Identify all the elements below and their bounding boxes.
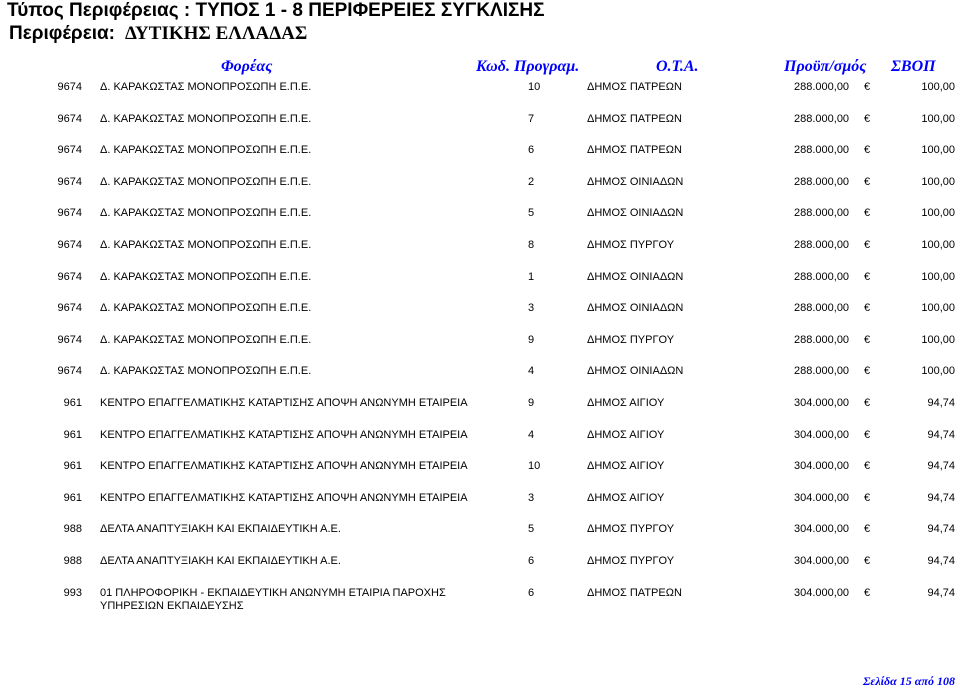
row-budget: 288.000,00 [794, 175, 850, 188]
row-foreas-name: ΚΕΝΤΡΟ ΕΠΑΓΓΕΛΜΑΤΙΚΗΣ ΚΑΤΑΡΤΙΣΗΣ ΑΠΟΨΗ ΑΝΩΝΥΜΗ ΕΤΑΙΡΕΙΑ [100, 428, 468, 441]
row-svop: 100,00 [921, 239, 955, 251]
row-code: 993 [63, 586, 82, 599]
row-budget: 304.000,00 [794, 586, 850, 599]
row-program-code: 8 [528, 239, 535, 251]
table-row [0, 239, 960, 269]
row-budget: 304.000,00 [794, 491, 850, 504]
row-budget: 288.000,00 [794, 365, 850, 378]
row-svop: 100,00 [921, 112, 955, 125]
row-ota: ΔΗΜΟΣ ΑΙΓΙΟΥ [587, 428, 665, 441]
row-svop: 100,00 [921, 365, 955, 378]
row-budget: 288.000,00 [794, 270, 850, 283]
row-program-code: 6 [528, 586, 535, 599]
euro-icon: € [864, 523, 871, 536]
table-row [0, 207, 960, 237]
row-svop: 94,74 [927, 555, 955, 567]
euro-icon: € [864, 81, 871, 93]
row-svop: 100,00 [921, 81, 955, 93]
row-program-code: 6 [528, 555, 535, 567]
row-svop: 100,00 [921, 270, 955, 283]
row-program-code: 9 [528, 397, 535, 409]
euro-icon: € [864, 270, 871, 283]
row-budget: 304.000,00 [794, 397, 850, 409]
row-svop: 94,74 [927, 491, 955, 504]
row-code: 961 [63, 397, 82, 409]
row-ota: ΔΗΜΟΣ ΠΑΤΡΕΩΝ [587, 586, 682, 599]
euro-icon: € [864, 491, 871, 504]
row-ota: ΔΗΜΟΣ ΠΑΤΡΕΩΝ [587, 112, 682, 125]
row-budget: 288.000,00 [794, 239, 850, 251]
row-program-code: 3 [528, 491, 535, 504]
row-budget: 288.000,00 [794, 112, 850, 125]
row-code: 9674 [57, 144, 82, 157]
row-budget: 288.000,00 [794, 333, 850, 346]
row-code: 9674 [57, 112, 82, 125]
header-svop: ΣΒΟΠ [891, 58, 936, 75]
row-budget: 288.000,00 [794, 81, 850, 93]
row-foreas-name: Δ. ΚΑΡΑΚΩΣΤΑΣ ΜΟΝΟΠΡΟΣΩΠΗ Ε.Π.Ε. [100, 144, 312, 157]
row-program-code: 3 [528, 302, 535, 315]
row-ota: ΔΗΜΟΣ ΠΥΡΓΟΥ [587, 333, 675, 346]
row-program-code: 5 [528, 207, 535, 220]
row-ota: ΔΗΜΟΣ ΠΥΡΓΟΥ [587, 555, 675, 567]
row-program-code: 1 [528, 270, 535, 283]
row-svop: 100,00 [921, 207, 955, 220]
euro-icon: € [864, 239, 871, 251]
table-row [0, 397, 960, 427]
row-foreas-name: 01 ΠΛΗΡΟΦΟΡΙΚΗ - ΕΚΠΑΙΔΕΥΤΙΚΗ ΑΝΩΝΥΜΗ ΕΤΑΙΡΙΑ ΠΑΡΟΧΗΣ ΥΠΗΡΕΣΙΩΝ ΕΚΠΑΙΔΕΥΣΗΣ [100, 586, 446, 612]
row-ota: ΔΗΜΟΣ ΑΙΓΙΟΥ [587, 460, 665, 473]
row-foreas-name: ΔΕΛΤΑ ΑΝΑΠΤΥΞΙΑΚΗ ΚΑΙ ΕΚΠΑΙΔΕΥΤΙΚΗ Α.Ε. [100, 555, 341, 567]
row-budget: 304.000,00 [794, 428, 850, 441]
region-value: ΔΥΤΙΚΗΣ ΕΛΛΑΔΑΣ [125, 23, 308, 44]
row-code: 988 [63, 523, 82, 536]
row-foreas-name: Δ. ΚΑΡΑΚΩΣΤΑΣ ΜΟΝΟΠΡΟΣΩΠΗ Ε.Π.Ε. [100, 112, 312, 125]
row-code: 9674 [57, 239, 82, 251]
row-foreas-name: Δ. ΚΑΡΑΚΩΣΤΑΣ ΜΟΝΟΠΡΟΣΩΠΗ Ε.Π.Ε. [100, 175, 312, 188]
row-ota: ΔΗΜΟΣ ΠΥΡΓΟΥ [587, 523, 675, 536]
row-code: 9674 [57, 207, 82, 220]
table-row [0, 492, 960, 522]
euro-icon: € [864, 460, 871, 473]
table-row [0, 365, 960, 395]
euro-icon: € [864, 302, 871, 315]
row-code: 9674 [57, 81, 82, 93]
row-program-code: 10 [528, 460, 541, 473]
row-foreas-name: ΚΕΝΤΡΟ ΕΠΑΓΓΕΛΜΑΤΙΚΗΣ ΚΑΤΑΡΤΙΣΗΣ ΑΠΟΨΗ ΑΝΩΝΥΜΗ ΕΤΑΙΡΕΙΑ [100, 397, 468, 409]
row-ota: ΔΗΜΟΣ ΟΙΝΙΑΔΩΝ [587, 207, 684, 220]
euro-icon: € [864, 175, 871, 188]
row-program-code: 4 [528, 428, 535, 441]
table-row [0, 271, 960, 301]
table-row [0, 460, 960, 490]
row-code: 9674 [57, 333, 82, 346]
row-svop: 94,74 [927, 397, 955, 409]
row-program-code: 5 [528, 523, 535, 536]
table-row [0, 176, 960, 206]
row-ota: ΔΗΜΟΣ ΟΙΝΙΑΔΩΝ [587, 302, 684, 315]
row-ota: ΔΗΜΟΣ ΟΙΝΙΑΔΩΝ [587, 365, 684, 378]
row-program-code: 6 [528, 144, 535, 157]
euro-icon: € [864, 397, 871, 409]
row-svop: 94,74 [927, 428, 955, 441]
row-budget: 304.000,00 [794, 555, 850, 567]
row-code: 9674 [57, 365, 82, 378]
row-svop: 94,74 [927, 523, 955, 536]
row-ota: ΔΗΜΟΣ ΟΙΝΙΑΔΩΝ [587, 175, 684, 188]
euro-icon: € [864, 144, 871, 157]
header-ota: Ο.Τ.Α. [656, 58, 699, 75]
row-svop: 100,00 [921, 144, 955, 157]
row-budget: 288.000,00 [794, 302, 850, 315]
euro-icon: € [864, 112, 871, 125]
row-ota: ΔΗΜΟΣ ΠΑΤΡΕΩΝ [587, 81, 682, 93]
table-row [0, 429, 960, 459]
row-budget: 288.000,00 [794, 144, 850, 157]
row-foreas-name: ΚΕΝΤΡΟ ΕΠΑΓΓΕΛΜΑΤΙΚΗΣ ΚΑΤΑΡΤΙΣΗΣ ΑΠΟΨΗ ΑΝΩΝΥΜΗ ΕΤΑΙΡΕΙΑ [100, 491, 468, 504]
row-program-code: 9 [528, 333, 535, 346]
row-program-code: 2 [528, 175, 535, 188]
row-ota: ΔΗΜΟΣ ΠΑΤΡΕΩΝ [587, 144, 682, 157]
row-foreas-name: Δ. ΚΑΡΑΚΩΣΤΑΣ ΜΟΝΟΠΡΟΣΩΠΗ Ε.Π.Ε. [100, 81, 312, 93]
row-ota: ΔΗΜΟΣ ΟΙΝΙΑΔΩΝ [587, 270, 684, 283]
row-foreas-name: Δ. ΚΑΡΑΚΩΣΤΑΣ ΜΟΝΟΠΡΟΣΩΠΗ Ε.Π.Ε. [100, 302, 312, 315]
row-code: 9674 [57, 175, 82, 188]
row-svop: 100,00 [921, 333, 955, 346]
table-row [0, 81, 960, 111]
row-svop: 100,00 [921, 175, 955, 188]
row-code: 9674 [57, 270, 82, 283]
header-foreas: Φορέας [221, 58, 273, 75]
region-label: Περιφέρεια: [9, 23, 115, 44]
row-code: 988 [63, 555, 82, 567]
row-code: 961 [63, 491, 82, 504]
euro-icon: € [864, 555, 871, 567]
row-foreas-name: Δ. ΚΑΡΑΚΩΣΤΑΣ ΜΟΝΟΠΡΟΣΩΠΗ Ε.Π.Ε. [100, 365, 312, 378]
row-program-code: 10 [528, 81, 541, 93]
header-budget: Προϋπ/σμός [784, 58, 867, 75]
row-code: 9674 [57, 302, 82, 315]
row-foreas-name: Δ. ΚΑΡΑΚΩΣΤΑΣ ΜΟΝΟΠΡΟΣΩΠΗ Ε.Π.Ε. [100, 270, 312, 283]
table-row [0, 302, 960, 332]
row-ota: ΔΗΜΟΣ ΑΙΓΙΟΥ [587, 397, 665, 409]
row-foreas-name: Δ. ΚΑΡΑΚΩΣΤΑΣ ΜΟΝΟΠΡΟΣΩΠΗ Ε.Π.Ε. [100, 207, 312, 220]
table-row [0, 555, 960, 585]
row-program-code: 7 [528, 112, 535, 125]
row-foreas-name: ΚΕΝΤΡΟ ΕΠΑΓΓΕΛΜΑΤΙΚΗΣ ΚΑΤΑΡΤΙΣΗΣ ΑΠΟΨΗ ΑΝΩΝΥΜΗ ΕΤΑΙΡΕΙΑ [100, 460, 468, 473]
row-foreas-name: Δ. ΚΑΡΑΚΩΣΤΑΣ ΜΟΝΟΠΡΟΣΩΠΗ Ε.Π.Ε. [100, 333, 312, 346]
row-ota: ΔΗΜΟΣ ΠΥΡΓΟΥ [587, 239, 675, 251]
row-budget: 288.000,00 [794, 207, 850, 220]
row-svop: 94,74 [927, 460, 955, 473]
table-row [0, 144, 960, 174]
table-row [0, 523, 960, 553]
row-foreas-name: ΔΕΛΤΑ ΑΝΑΠΤΥΞΙΑΚΗ ΚΑΙ ΕΚΠΑΙΔΕΥΤΙΚΗ Α.Ε. [100, 523, 341, 536]
header-program-code: Κωδ. Προγραμ. [476, 58, 580, 75]
row-svop: 100,00 [921, 302, 955, 315]
table-row [0, 587, 960, 617]
row-code: 961 [63, 428, 82, 441]
table-row [0, 334, 960, 364]
row-ota: ΔΗΜΟΣ ΑΙΓΙΟΥ [587, 491, 665, 504]
table-row [0, 113, 960, 143]
euro-icon: € [864, 365, 871, 378]
row-svop: 94,74 [927, 586, 955, 599]
euro-icon: € [864, 207, 871, 220]
row-program-code: 4 [528, 365, 535, 378]
euro-icon: € [864, 428, 871, 441]
report-title: Τύπος Περιφέρειας : ΤΥΠΟΣ 1 - 8 ΠΕΡΙΦΕΡΕΙΕΣ ΣΥΓΚΛΙΣΗΣ [7, 0, 545, 21]
row-budget: 304.000,00 [794, 460, 850, 473]
row-budget: 304.000,00 [794, 523, 850, 536]
row-foreas-name: Δ. ΚΑΡΑΚΩΣΤΑΣ ΜΟΝΟΠΡΟΣΩΠΗ Ε.Π.Ε. [100, 239, 312, 251]
euro-icon: € [864, 586, 871, 599]
row-code: 961 [63, 460, 82, 473]
euro-icon: € [864, 333, 871, 346]
page-number: Σελίδα 15 από 108 [863, 674, 955, 688]
